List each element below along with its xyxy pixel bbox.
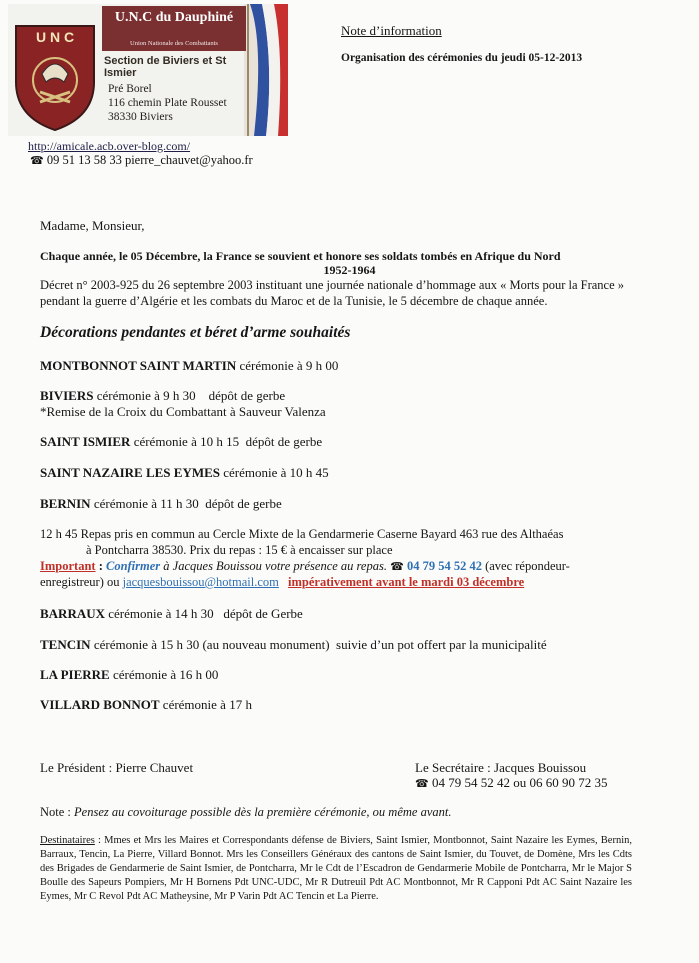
ceremony-detail: cérémonie à 10 h 45 [223,465,329,480]
note-label: Note : [40,805,75,819]
secretary-phone: 04 79 54 52 42 ou 06 60 90 72 35 [431,775,608,790]
salutation: Madame, Monsieur, [40,218,145,233]
ceremony-saint-ismier [40,434,322,450]
ceremony-detail: cérémonie à 9 h 00 [239,358,339,373]
president-signature: Le Président : Pierre Chauvet [40,760,194,775]
address-street: 116 chemin Plate Rousset [108,97,227,109]
confirm-line-2-text: enregistreur) ou [40,575,123,589]
note-title: Note d’information [341,23,442,38]
place-name: SAINT NAZAIRE LES EYMES [40,465,221,480]
secretary-signature: Le Secrétaire : Jacques Bouissou [415,760,587,775]
footer-note [40,805,451,820]
blog-link[interactable]: http://amicale.acb.over-blog.com/ [28,139,191,153]
address [108,82,227,124]
place-name: TENCIN [40,637,91,652]
recipients [40,834,632,904]
contact-line [30,153,253,168]
ceremony-detail: cérémonie à 16 h 00 [112,667,219,682]
confirm-label: Confirmer [105,559,161,573]
place-name: MONTBONNOT SAINT MARTIN [40,358,237,373]
deadline: impérativement avant le mardi 03 décembre [288,575,525,589]
ceremony-biviers [40,388,285,404]
confirm-line-2 [40,575,524,590]
important-label: Important [40,559,96,573]
recipients-label: Destinataires [40,835,95,846]
decree-line-1: Décret n° 2003-925 du 26 septembre 2003 instituant une journée nationale d’hommage aux « Morts pour la France » [40,278,625,292]
address-city: 38330 Biviers [108,111,173,123]
place-name: SAINT ISMIER [40,434,131,449]
ceremony-la-pierre [40,667,218,683]
ceremony-detail: cérémonie à 15 h 30 (au nouveau monument) suivie d’un pot offert par la municipalité [93,637,547,652]
confirm-phone: 04 79 54 52 42 [406,559,482,573]
note-text: Pensez au covoiturage possible dès la première cérémonie, ou même avant. [74,805,452,819]
important-colon: : [95,559,106,573]
place-name: VILLARD BONNOT [40,697,160,712]
headline: Chaque année, le 05 Décembre, la France se souvient et honore ses soldats tombés en Afrique du Nord [40,249,561,263]
secretary-phone-line [415,775,607,791]
confirm-email-link[interactable]: jacquesbouissou@hotmail.com [122,575,279,589]
ceremony-villard-bonnot [40,697,252,713]
ceremony-biviers-extra: *Remise de la Croix du Combattant à Sauveur Valenza [40,404,326,419]
place-name: BERNIN [40,496,91,511]
place-name: BARRAUX [40,606,105,621]
ceremony-detail: cérémonie à 10 h 15 dépôt de gerbe [133,434,323,449]
ceremony-tencin [40,637,547,653]
place-name: BIVIERS [40,388,94,403]
confirm-text: à Jacques Bouissou votre présence au repas. [160,559,387,573]
ceremony-saint-nazaire [40,465,329,481]
address-name: Pré Borel [108,83,152,95]
phone-icon: ☎ [415,778,429,790]
ceremony-detail: cérémonie à 14 h 30 dépôt de Gerbe [108,606,303,621]
years: 1952-1964 [323,263,376,277]
phone-icon: ☎ [30,155,44,167]
meal-line-1: 12 h 45 Repas pris en commun au Cercle Mixte de la Gendarmerie Caserne Bayard 463 rue des Althaéas [40,527,564,541]
ceremony-detail: cérémonie à 17 h [162,697,252,712]
recipients-text: : Mmes et Mrs les Maires et Correspondants défense de Biviers, Saint Ismier, Montbonnot, Saint Nazaire les Eymes, Bernin, Barraux, Tencin, La Pierre, Villard Bonnot. Mrs les Conseillers Généraux des cantons de Saint Ismier, du Touvet, de Domène, Mrs les Cdts des Brigades de Gendarmerie de Saint Ismier, de Pontcharra, Mr le Cdt de l’Escadron de Gendarmerie Mobile de Pontcharra, Mr le Major S Boulle des Sapeurs Pompiers, Mr H Bornens Pdt UNC-UDC, Mr R Dutreuil Pdt AC Montbonnot, Mr R Capponi Pdt AC Saint Nazaire les Eymes, Mr C Revol Pdt AC Matheysine, Mr P Varin Pdt AC Tencin et La Pierre. [40,835,632,902]
confirm-after: (avec répondeur- [481,559,570,573]
contact-phone: 09 51 13 58 33 [46,153,122,167]
decree-line-2: pendant la guerre d’Algérie et les combats du Maroc et de la Tunisie, le 5 décembre de chaque année. [40,294,548,308]
contact-email[interactable]: pierre_chauvet@yahoo.fr [124,153,253,167]
ceremony-bernin [40,496,282,512]
meal-line-2: à Pontcharra 38530. Prix du repas : 15 € à encaisser sur place [86,543,393,557]
section-name: Section de Biviers et St Ismier [104,55,227,79]
flag-photo [244,4,288,136]
ceremony-montbonnot [40,358,338,374]
ceremony-barraux [40,606,303,622]
card-subtitle: Union Nationale des Combattants [102,39,246,51]
subject-line: Organisation des cérémonies du jeudi 05-12-2013 [341,52,583,64]
phone-icon: ☎ [390,561,404,573]
card-title: U.N.C du Dauphiné [102,6,246,39]
ceremony-detail: cérémonie à 11 h 30 dépôt de gerbe [93,496,282,511]
ceremony-detail: cérémonie à 9 h 30 dépôt de gerbe [96,388,286,403]
shield-text: U N C [35,29,75,45]
decorations-heading: Décorations pendantes et béret d’arme souhaités [40,324,351,341]
unc-shield-logo [12,22,98,132]
confirm-line-1 [40,559,570,574]
place-name: LA PIERRE [40,667,110,682]
